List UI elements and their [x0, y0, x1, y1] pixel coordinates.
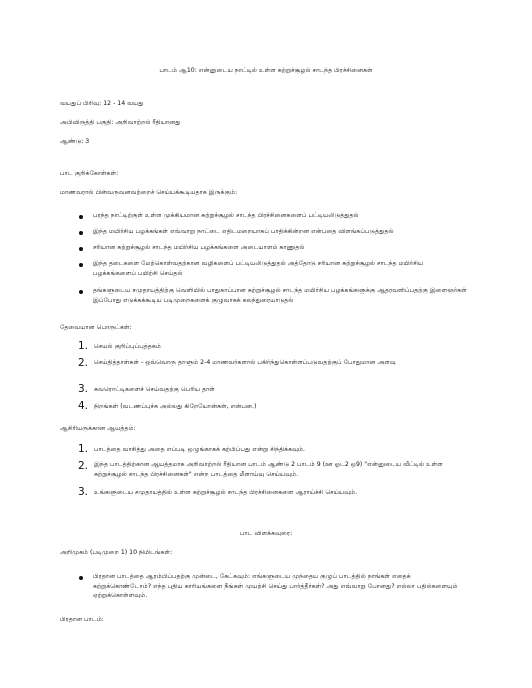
list-number: 3. — [78, 383, 89, 395]
list-number: 4. — [78, 400, 89, 412]
materials-heading: தேவையான பொருட்கள்: — [60, 324, 132, 331]
age-group: வயதுப் பிரிவு: 12 - 14 வயது — [60, 100, 144, 107]
objectives-heading: பாட குறிக்கோள்கள்: — [60, 170, 119, 177]
bullet-dot — [79, 247, 83, 251]
lesson-title: பாடம் ஆ10: என்னுடைய நாட்டில் உள்ள சுற்றுச்சூழல் சாடந்த பிரச்சினைகள் — [159, 67, 373, 74]
list-number: 3. — [78, 486, 89, 498]
list-item: இந்த பாடத்திற்கான ஆயத்தமாக அறிவாற்றல் ரீதியான பாடம் ஆண்டு 2 பாடம் 9 (ஊ ஓட2 ஒ9) "என்னுடைய வீட்டில் உள்ள சுற்றுச்சூழல் சாடந்த பிரச்சினைகள்" என்ற பாடத்தை மீளாய்வு செய்யவும். — [94, 461, 443, 478]
list-item: பரந்த நாட்டிற்குள் உள்ள முக்கியமான சுற்றுச்சூழல் சாடந்த பிரச்சினைகளைப் பட்டியலிடுத்துதல் — [93, 212, 359, 219]
list-item: சரியான சுற்றுச்சூழல் சாடந்த மயிர்சிய பழக்கங்களை அடையாளம் காணுதல் — [93, 244, 305, 251]
list-number: 1. — [78, 443, 89, 455]
year: ஆண்டு: 3 — [60, 138, 90, 145]
list-item: நிறங்கள் (வடணப்புச்சு அல்லது கிறேயோன்கள், என்பன.) — [94, 403, 257, 410]
objectives-intro: மாணவரால் பின்வருவனவற்றைச் செய்யக்கூடியதாக இருக்கும்: — [60, 189, 238, 196]
bullet-dot — [79, 231, 83, 235]
main-lesson-heading: பிரதான பாடம்: — [60, 616, 104, 623]
list-item: தங்களுடைய சமுதாயத்திற்கு வெளியில் பாதுகாப்பான சுற்றுச்சூழல் சாடந்த மயிர்சிய பழக்கங்களுக்கு ஆதரவளிப்பதற்கு இளைஞர்கள் இப்போது எடுக்கக்கூடிய படிமுறைகளைக் குழுவாகக் கலந்துரையாடுதல் — [93, 287, 467, 304]
list-item: பிரதான பாடத்தை ஆரம்பிப்பதற்கு முன்டை, கேட்கவும்: எங்களுடைய முந்தைய குழுப் பாடத்தில் நாங்கள் எதைக் கற்றுக்கொண்டோம்? எந்த புதிய காரியங்களை நீங்கள் முயற்சி செய்து பார்த்தீர்கள்? அது எவ்வாறு போனது? எல்லா பதில்களையும் ஏற்றுக்கொள்ளவும். — [93, 573, 458, 599]
list-item: சுவரொட்டிகளைச் செய்வதற்கு பெரிய தாள் — [94, 386, 215, 393]
subject-area: அபிவிருத்தி பகுதி: அறிவாற்றல் ரீதியானது — [60, 119, 181, 126]
list-item: செயல் குறிப்புப்புத்தகம் — [94, 343, 161, 350]
list-item: இந்த மயிர்சிய பழக்கங்கள் எவ்வாறு நாட்டை எதிடமறையாகப் பாதிக்கின்றன என்பதை விளங்கப்படுத்துதல் — [93, 228, 394, 235]
bullet-dot — [79, 263, 83, 267]
bullet-dot — [79, 290, 83, 294]
bullet-dot — [79, 576, 83, 580]
list-number: 2. — [78, 460, 89, 472]
list-number: 1. — [78, 340, 89, 352]
list-item: பாடத்தை வாசித்து அதை எப்படி ஒழுங்காகக் கற்பிப்பது என்று சிந்திக்கவும். — [94, 446, 305, 453]
explanation-heading: பாட விளக்கவுரை: — [239, 530, 293, 537]
prep-heading: ஆசிரியருக்கான ஆயத்தம்: — [60, 425, 136, 432]
list-item: இந்த தடைகளை மேற்கொள்வதற்கான வழிகளைப் பட்டியலிடுத்துதல் அத்தோடு சரியான சுற்றுச்சூழல் சாடந்த மயிர்சிய பழக்கங்களைப் பயிற்சி செய்தல் — [93, 260, 424, 277]
bullet-dot — [79, 215, 83, 219]
list-item: செய்தித்தாள்கள் - ஒவ்வொரு தாளும் 2-4 மாணவர்களால் பகிர்ந்துகொள்ளப்படுவதற்குப் போதுமான அளவு — [94, 359, 396, 366]
intro-heading: அறிமுகம் (படிமுறை 1) 10 நிமிடங்கள்: — [60, 549, 173, 556]
list-item: உங்களுடைய சமுதாயத்தில் உள்ள சுற்றுச்சூழல் சாடந்த பிரச்சினைகளை ஆராய்ச்சி செய்யவும். — [94, 489, 358, 496]
list-number: 2. — [78, 357, 89, 369]
